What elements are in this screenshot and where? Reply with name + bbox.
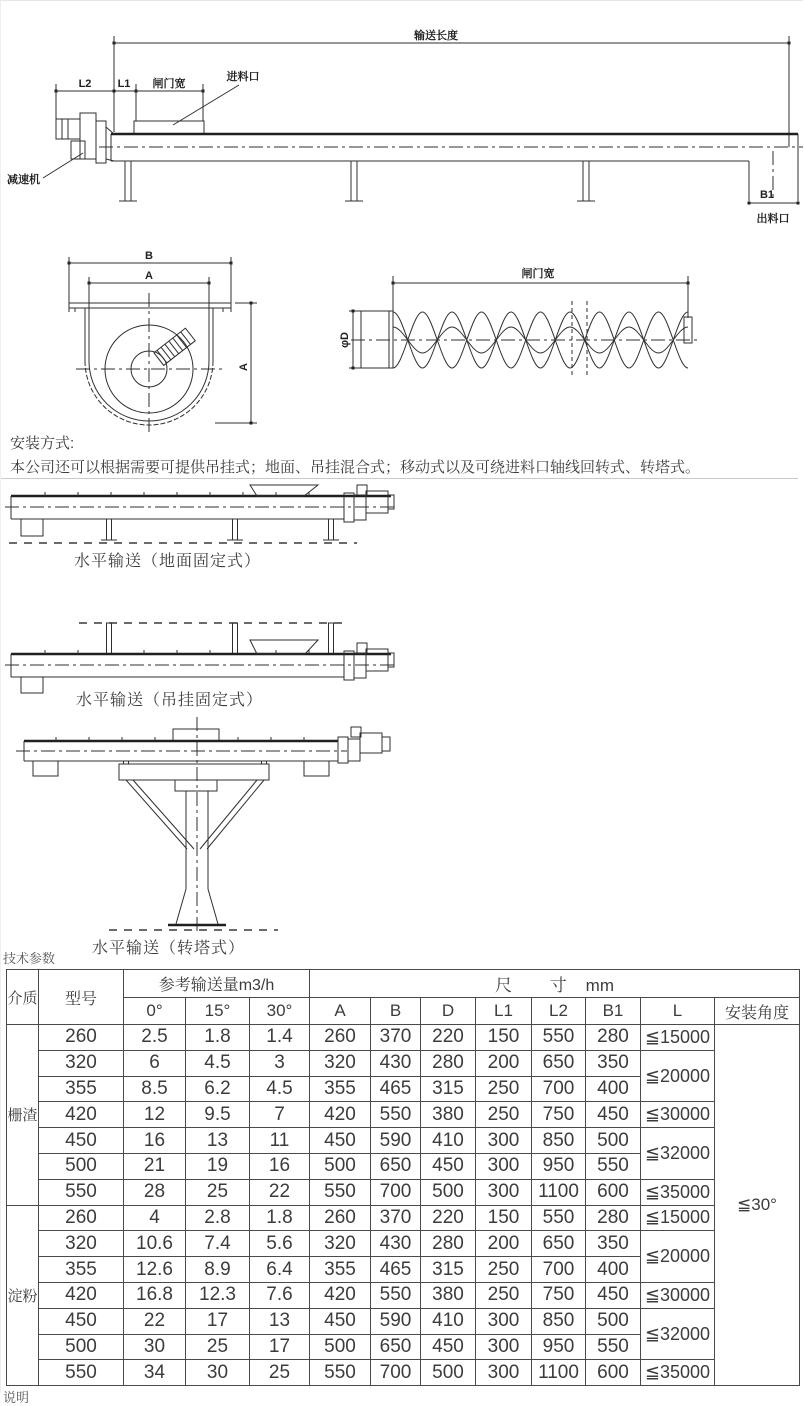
l-length-cell: ≦32000 <box>641 1128 715 1180</box>
spec-cell: 1.8 <box>250 1205 310 1231</box>
spec-cell: 25 <box>186 1334 250 1360</box>
dim-label-phi-d: φD <box>339 332 351 348</box>
l-length-cell: ≦32000 <box>641 1308 715 1360</box>
header-col-b1: B1 <box>586 998 641 1025</box>
spec-row <box>7 1308 800 1334</box>
dim-label-gate-width: 闸门宽 <box>152 78 186 90</box>
header-deg-0: 0° <box>124 998 186 1025</box>
spec-cell: 355 <box>310 1257 371 1283</box>
spec-cell: 320 <box>39 1050 124 1076</box>
header-medium: 介质 <box>7 970 39 1025</box>
spec-cell: 280 <box>421 1050 476 1076</box>
spec-row <box>7 1282 800 1308</box>
feed-hopper <box>250 640 318 654</box>
spec-cell: 250 <box>476 1282 532 1308</box>
hangers <box>107 623 334 654</box>
spec-cell: 6.2 <box>186 1076 250 1102</box>
spec-cell: 13 <box>250 1308 310 1334</box>
spec-cell: 950 <box>532 1334 586 1360</box>
section-and-screw-drawing <box>1 233 804 438</box>
spec-cell: 550 <box>371 1102 421 1128</box>
spec-cell: 550 <box>532 1205 586 1231</box>
spec-cell: 590 <box>371 1308 421 1334</box>
spec-cell: 320 <box>39 1231 124 1257</box>
spec-cell: 300 <box>476 1308 532 1334</box>
spec-cell: 7 <box>250 1102 310 1128</box>
angle-cell: ≦30° <box>715 1025 800 1386</box>
spec-cell: 10.6 <box>124 1231 186 1257</box>
legs <box>101 519 339 540</box>
dim-label-b: B <box>145 250 153 262</box>
clipped-heading: 技术参数 <box>3 951 56 966</box>
spec-cell: 2.8 <box>186 1205 250 1231</box>
spec-cell: 355 <box>39 1076 124 1102</box>
spec-cell: 410 <box>421 1308 476 1334</box>
conveyor-body <box>99 121 803 201</box>
spec-cell: 420 <box>39 1102 124 1128</box>
spec-cell: 4.5 <box>186 1050 250 1076</box>
label-reducer: 减速机 <box>7 174 40 186</box>
spec-cell: 750 <box>532 1102 586 1128</box>
header-col-l1: L1 <box>476 998 532 1025</box>
drive-unit-small <box>344 643 394 680</box>
dim-label-total-length: 输送长度 <box>414 30 458 42</box>
spec-cell: 260 <box>310 1025 371 1051</box>
drive-unit-small <box>344 485 394 522</box>
support-legs <box>119 161 595 201</box>
spec-cell: 850 <box>532 1128 586 1154</box>
spec-cell: 320 <box>310 1050 371 1076</box>
spec-cell: 30 <box>124 1334 186 1360</box>
clipped-footer: 说明 <box>3 1390 30 1405</box>
spec-cell: 13 <box>186 1128 250 1154</box>
spec-cell: 260 <box>39 1205 124 1231</box>
spec-cell: 550 <box>310 1360 371 1386</box>
spec-cell: 300 <box>476 1153 532 1179</box>
spec-cell: 220 <box>421 1205 476 1231</box>
spec-cell: 6.4 <box>250 1257 310 1283</box>
spec-cell: 200 <box>476 1050 532 1076</box>
spec-cell: 600 <box>586 1179 641 1205</box>
trough-cross-section <box>68 257 258 433</box>
spec-row <box>7 1179 800 1205</box>
spec-cell: 400 <box>586 1257 641 1283</box>
l-length-cell: ≦20000 <box>641 1231 715 1283</box>
spec-cell: 4.5 <box>250 1076 310 1102</box>
spec-row <box>7 1102 800 1128</box>
spec-row <box>7 1128 800 1154</box>
spec-cell: 17 <box>250 1334 310 1360</box>
spec-cell: 260 <box>310 1205 371 1231</box>
spec-cell: 850 <box>532 1308 586 1334</box>
spec-cell: 1.4 <box>250 1025 310 1051</box>
spec-cell: 590 <box>371 1128 421 1154</box>
spec-cell: 7.6 <box>250 1282 310 1308</box>
header-size-group: 尺 寸 mm <box>310 970 800 998</box>
spec-cell: 16 <box>250 1153 310 1179</box>
header-col-l2: L2 <box>532 998 586 1025</box>
caption-hanging-fixed: 水平输送（吊挂固定式） <box>76 692 264 709</box>
spec-cell: 22 <box>250 1179 310 1205</box>
spec-cell: 8.5 <box>124 1076 186 1102</box>
medium-cell: 栅渣 <box>7 1025 39 1206</box>
spec-cell: 5.6 <box>250 1231 310 1257</box>
spec-cell: 450 <box>310 1308 371 1334</box>
spec-cell: 500 <box>39 1153 124 1179</box>
spec-cell: 500 <box>586 1308 641 1334</box>
spec-cell: 12.6 <box>124 1257 186 1283</box>
drive-unit-small <box>338 727 390 763</box>
spec-cell: 370 <box>371 1025 421 1051</box>
spec-cell: 12 <box>124 1102 186 1128</box>
spec-table-header <box>7 970 800 1025</box>
spec-row <box>7 1205 800 1231</box>
spec-cell: 28 <box>124 1179 186 1205</box>
spec-cell: 150 <box>476 1025 532 1051</box>
spec-cell: 280 <box>421 1231 476 1257</box>
dim-label-b1: B1 <box>759 189 775 201</box>
spec-cell: 19 <box>186 1153 250 1179</box>
spec-cell: 25 <box>250 1360 310 1386</box>
spec-cell: 550 <box>39 1360 124 1386</box>
spec-cell: 600 <box>586 1360 641 1386</box>
spec-cell: 500 <box>310 1334 371 1360</box>
spec-cell: 22 <box>124 1308 186 1334</box>
spec-cell: 650 <box>371 1334 421 1360</box>
spec-cell: 1100 <box>532 1360 586 1386</box>
spec-cell: 500 <box>39 1334 124 1360</box>
spec-cell: 7.4 <box>186 1231 250 1257</box>
spec-cell: 315 <box>421 1076 476 1102</box>
spec-cell: 700 <box>371 1360 421 1386</box>
caption-turret: 水平输送（转塔式） <box>92 940 246 957</box>
spec-table-body <box>7 1025 800 1386</box>
spec-row <box>7 1050 800 1076</box>
spec-cell: 700 <box>371 1179 421 1205</box>
install-method-title: 安装方式: <box>10 435 75 452</box>
diagram-turret <box>1 715 421 937</box>
spec-cell: 500 <box>310 1153 371 1179</box>
spec-cell: 450 <box>310 1128 371 1154</box>
header-col-l: L <box>641 998 715 1025</box>
spec-cell: 450 <box>586 1282 641 1308</box>
spec-cell: 1.8 <box>186 1025 250 1051</box>
spec-cell: 260 <box>39 1025 124 1051</box>
spec-cell: 500 <box>421 1360 476 1386</box>
spec-cell: 550 <box>586 1334 641 1360</box>
spec-cell: 16 <box>124 1128 186 1154</box>
outlet-left <box>33 761 58 776</box>
spec-cell: 400 <box>586 1076 641 1102</box>
spec-cell: 220 <box>421 1025 476 1051</box>
spec-cell: 355 <box>39 1257 124 1283</box>
dim-label-l1: L1 <box>117 78 131 90</box>
spec-row <box>7 1231 800 1257</box>
spec-cell: 420 <box>39 1282 124 1308</box>
label-inlet: 进料口 <box>226 71 260 83</box>
caption-ground-fixed: 水平输送（地面固定式） <box>74 553 262 570</box>
spec-cell: 550 <box>310 1179 371 1205</box>
l-length-cell: ≦35000 <box>641 1360 715 1386</box>
top-inlet <box>173 729 219 741</box>
screw-drawing <box>349 276 701 378</box>
l-length-cell: ≦15000 <box>641 1205 715 1231</box>
header-col-b: B <box>371 998 421 1025</box>
l-length-cell: ≦15000 <box>641 1025 715 1051</box>
dimension-lines <box>55 36 800 205</box>
header-model: 型号 <box>39 970 124 1025</box>
spec-cell: 21 <box>124 1153 186 1179</box>
dim-label-a-side: A <box>238 363 250 371</box>
spec-row <box>7 1360 800 1386</box>
spec-cell: 450 <box>421 1153 476 1179</box>
section-divider <box>1 478 798 479</box>
spec-cell: 300 <box>476 1128 532 1154</box>
header-capacity-group: 参考输送量m3/h <box>124 970 310 998</box>
spec-cell: 1100 <box>532 1179 586 1205</box>
dim-label-l2: L2 <box>78 78 92 90</box>
diagram-ground-fixed <box>1 481 421 547</box>
spec-cell: 430 <box>371 1050 421 1076</box>
spec-cell: 500 <box>586 1128 641 1154</box>
spec-cell: 355 <box>310 1076 371 1102</box>
l-length-cell: ≦30000 <box>641 1282 715 1308</box>
spec-cell: 650 <box>532 1050 586 1076</box>
turret-support <box>119 761 269 925</box>
spec-cell: 500 <box>421 1179 476 1205</box>
header-col-d: D <box>421 998 476 1025</box>
spec-cell: 350 <box>586 1050 641 1076</box>
header-deg-15: 15° <box>186 998 250 1025</box>
spec-cell: 430 <box>371 1231 421 1257</box>
l-length-cell: ≦20000 <box>641 1050 715 1102</box>
spec-cell: 450 <box>39 1308 124 1334</box>
spec-row <box>7 1025 800 1051</box>
spec-cell: 12.3 <box>186 1282 250 1308</box>
spec-cell: 25 <box>186 1179 250 1205</box>
spec-cell: 9.5 <box>186 1102 250 1128</box>
spec-cell: 750 <box>532 1282 586 1308</box>
spec-cell: 550 <box>532 1025 586 1051</box>
spec-cell: 6 <box>124 1050 186 1076</box>
spec-cell: 300 <box>476 1360 532 1386</box>
spec-cell: 370 <box>371 1205 421 1231</box>
spec-cell: 650 <box>532 1231 586 1257</box>
spec-cell: 450 <box>586 1102 641 1128</box>
spec-cell: 410 <box>421 1128 476 1154</box>
spec-cell: 8.9 <box>186 1257 250 1283</box>
spec-cell: 280 <box>586 1025 641 1051</box>
install-method-block <box>10 432 700 480</box>
spec-cell: 380 <box>421 1102 476 1128</box>
spec-cell: 17 <box>186 1308 250 1334</box>
header-deg-30: 30° <box>250 998 310 1025</box>
spec-cell: 550 <box>586 1153 641 1179</box>
spec-cell: 16.8 <box>124 1282 186 1308</box>
l-length-cell: ≦35000 <box>641 1179 715 1205</box>
reducer-leader-line <box>43 153 83 178</box>
spec-cell: 420 <box>310 1102 371 1128</box>
feed-hopper <box>250 485 318 496</box>
spec-cell: 380 <box>421 1282 476 1308</box>
spec-cell: 450 <box>421 1334 476 1360</box>
spec-cell: 650 <box>371 1153 421 1179</box>
spec-cell: 550 <box>371 1282 421 1308</box>
spec-cell: 150 <box>476 1205 532 1231</box>
spec-cell: 465 <box>371 1257 421 1283</box>
outlet-right <box>304 761 329 776</box>
header-angle: 安装角度 <box>715 998 800 1025</box>
spec-cell: 280 <box>586 1205 641 1231</box>
spec-cell: 250 <box>476 1076 532 1102</box>
spec-cell: 3 <box>250 1050 310 1076</box>
medium-cell: 淀粉 <box>7 1205 39 1386</box>
dim-label-a: A <box>145 270 153 282</box>
spec-cell: 34 <box>124 1360 186 1386</box>
spec-cell: 4 <box>124 1205 186 1231</box>
label-outlet: 出料口 <box>756 213 790 225</box>
install-method-desc: 本公司还可以根据需要可提供吊挂式；地面、吊挂混合式；移动式以及可绕进料口轴线回转式、转塔式。 <box>10 459 701 476</box>
spec-table <box>6 969 800 1386</box>
spec-cell: 950 <box>532 1153 586 1179</box>
spec-cell: 450 <box>39 1128 124 1154</box>
spec-cell: 300 <box>476 1179 532 1205</box>
header-col-a: A <box>310 998 371 1025</box>
spec-cell: 315 <box>421 1257 476 1283</box>
dim-label-gate-width-screw: 闸门宽 <box>521 268 555 280</box>
diagram-hanging-fixed <box>1 599 421 699</box>
spec-cell: 250 <box>476 1257 532 1283</box>
spec-cell: 550 <box>39 1179 124 1205</box>
spec-cell: 465 <box>371 1076 421 1102</box>
spec-cell: 420 <box>310 1282 371 1308</box>
spec-cell: 2.5 <box>124 1025 186 1051</box>
spec-cell: 200 <box>476 1231 532 1257</box>
spec-cell: 700 <box>532 1076 586 1102</box>
spec-cell: 320 <box>310 1231 371 1257</box>
spec-cell: 300 <box>476 1334 532 1360</box>
spec-cell: 250 <box>476 1102 532 1128</box>
spec-cell: 700 <box>532 1257 586 1283</box>
spec-cell: 30 <box>186 1360 250 1386</box>
l-length-cell: ≦30000 <box>641 1102 715 1128</box>
spec-cell: 350 <box>586 1231 641 1257</box>
spec-cell: 11 <box>250 1128 310 1154</box>
assembly-drawing <box>1 1 804 233</box>
drive-unit <box>56 113 114 163</box>
